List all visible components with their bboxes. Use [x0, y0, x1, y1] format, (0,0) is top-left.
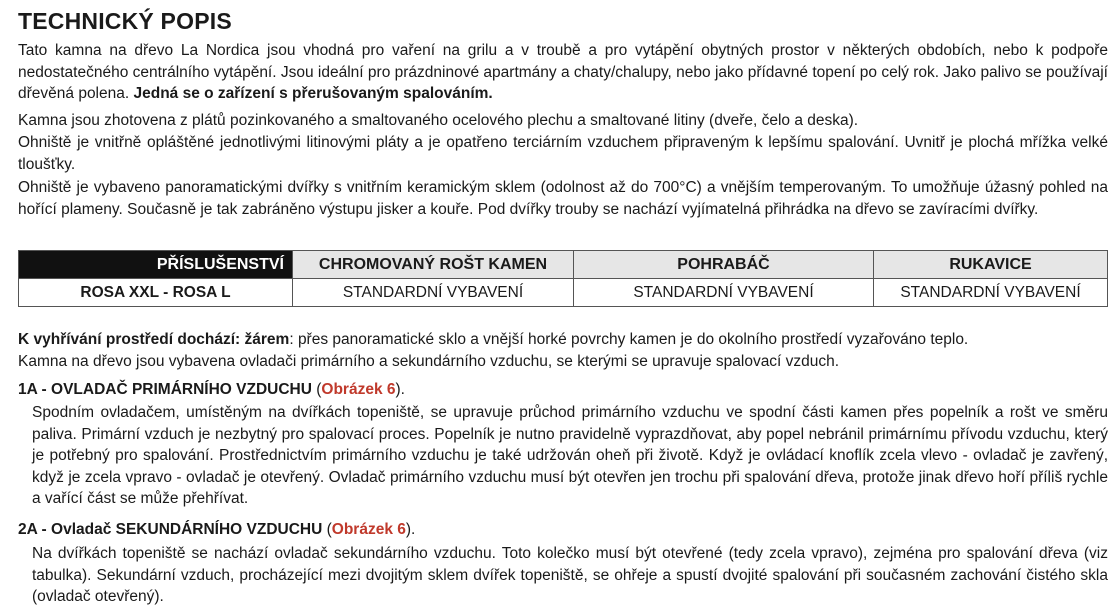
heating-bold-text: K vyhřívání prostředí dochází: žárem	[18, 331, 290, 348]
section-2a-title: 2A - Ovladač SEKUNDÁRNÍHO VZDUCHU	[18, 521, 323, 538]
intro-text: Tato kamna na dřevo La Nordica jsou vhodná pro vaření na grilu a v troubě a pro vytápění obytných prostor v některých obdobích, nebo k podpoře nedostatečného centrálního vytápění. Jsou ideální pro prázdninové apartmány a chaty/chalupy, nebo jako přídavné topení po celý rok. Jako palivo se používají dřevěná polena.	[18, 42, 1108, 102]
table-cell: STANDARDNÍ VYBAVENÍ	[874, 279, 1108, 307]
page-title: TECHNICKÝ POPIS	[18, 8, 232, 34]
paren-open: (	[322, 521, 332, 538]
intro-paragraph	[18, 40, 1108, 105]
table-cell: STANDARDNÍ VYBAVENÍ	[293, 279, 574, 307]
table-cell: STANDARDNÍ VYBAVENÍ	[574, 279, 874, 307]
door-paragraph: Ohniště je vybaveno panoramatickými dvířky s vnitřním keramickým sklem (odolnost až do 700°C) a vnějším temperovaným. To umožňuje úžasný pohled na hořící plameny. Současně je tak zabráněno výstupu jisker a kouře. Pod dvířky trouby se nachází vyjímatelná přihrádka na dřevo se zavíracími dvířky.	[18, 179, 1108, 218]
paren-open: (	[311, 381, 322, 398]
table-header-cell: CHROMOVANÝ ROŠT KAMEN	[293, 251, 574, 279]
table-header-cell: RUKAVICE	[874, 251, 1108, 279]
paren-close: ).	[405, 521, 416, 538]
figure-reference-link[interactable]: Obrázek 6	[321, 381, 396, 398]
section-2a-heading	[18, 519, 415, 540]
controls-paragraph: Kamna na dřevo jsou vybavena ovladači primárního a sekundárního vzduchu, se kterými se upravuje spalovací vzduch.	[18, 353, 840, 370]
material-paragraph: Kamna jsou zhotovena z plátů pozinkovaného a smaltovaného ocelového plechu a smaltované litiny (dveře, čelo a deska).	[18, 112, 859, 129]
table-row	[19, 279, 1108, 307]
table-header-row	[19, 251, 1108, 279]
accessories-table	[18, 250, 1108, 307]
table-cell: ROSA XXL - ROSA L	[19, 279, 293, 307]
section-1a-title: 1A - OVLADAČ PRIMÁRNÍHO VZDUCHU	[18, 381, 312, 398]
heating-paragraph	[18, 329, 1108, 351]
table-header-cell: PŘÍSLUŠENSTVÍ	[19, 251, 293, 279]
figure-reference-link[interactable]: Obrázek 6	[331, 521, 406, 538]
table-header-cell: POHRABÁČ	[574, 251, 874, 279]
section-1a-body: Spodním ovladačem, umístěným na dvířkách topeniště, se upravuje průchod primárního vzduchu ve spodní části kamen přes popelník a rošt ve směru paliva. Primární vzduch je nezbytný pro spalovací proces. Popelník je nutno pravidelně vyprazdňovat, aby popel nebránil primárnímu přívodu vzduchu, který je potřebný pro spalování. Prostřednictvím primárního vzduchu je také udržován oheň při životě. Když je ovládací knoflík zcela vlevo - ovladač je zavřený, když je zcela vpravo - ovladač je otevřený. Ovladač primárního vzduchu musí být otevřen jen trochu při spalování dřeva, protože jinak dřevo hoří příliš rychle a vařící část se může přehřívat.	[32, 404, 1108, 507]
section-2a-body: Na dvířkách topeniště se nachází ovladač sekundárního vzduchu. Toto kolečko musí být otevřené (tedy zcela vpravo), zejména pro spalování dřeva (viz tabulka). Sekundární vzduch, procházející mezi dvojitým sklem dvířek topeniště, se ohřeje a spustí dvojité spalování při současném zachování čistého skla (ovladač otevřený).	[32, 545, 1108, 605]
paren-close: ).	[395, 381, 405, 398]
intro-bold-text: Jedná se o zařízení s přerušovaným spalováním.	[133, 85, 493, 102]
firebox-paragraph: Ohniště je vnitřně opláštěné jednotlivými litinovými pláty a je opatřeno terciárním vzduchem připraveným k lepšímu spalování. Uvnitř je plochá mřížka velké tloušťky.	[18, 134, 1108, 173]
section-1a-heading	[18, 379, 405, 400]
heating-text: : přes panoramatické sklo a vnější horké povrchy kamen je do okolního prostředí vyzařováno teplo.	[289, 331, 969, 348]
